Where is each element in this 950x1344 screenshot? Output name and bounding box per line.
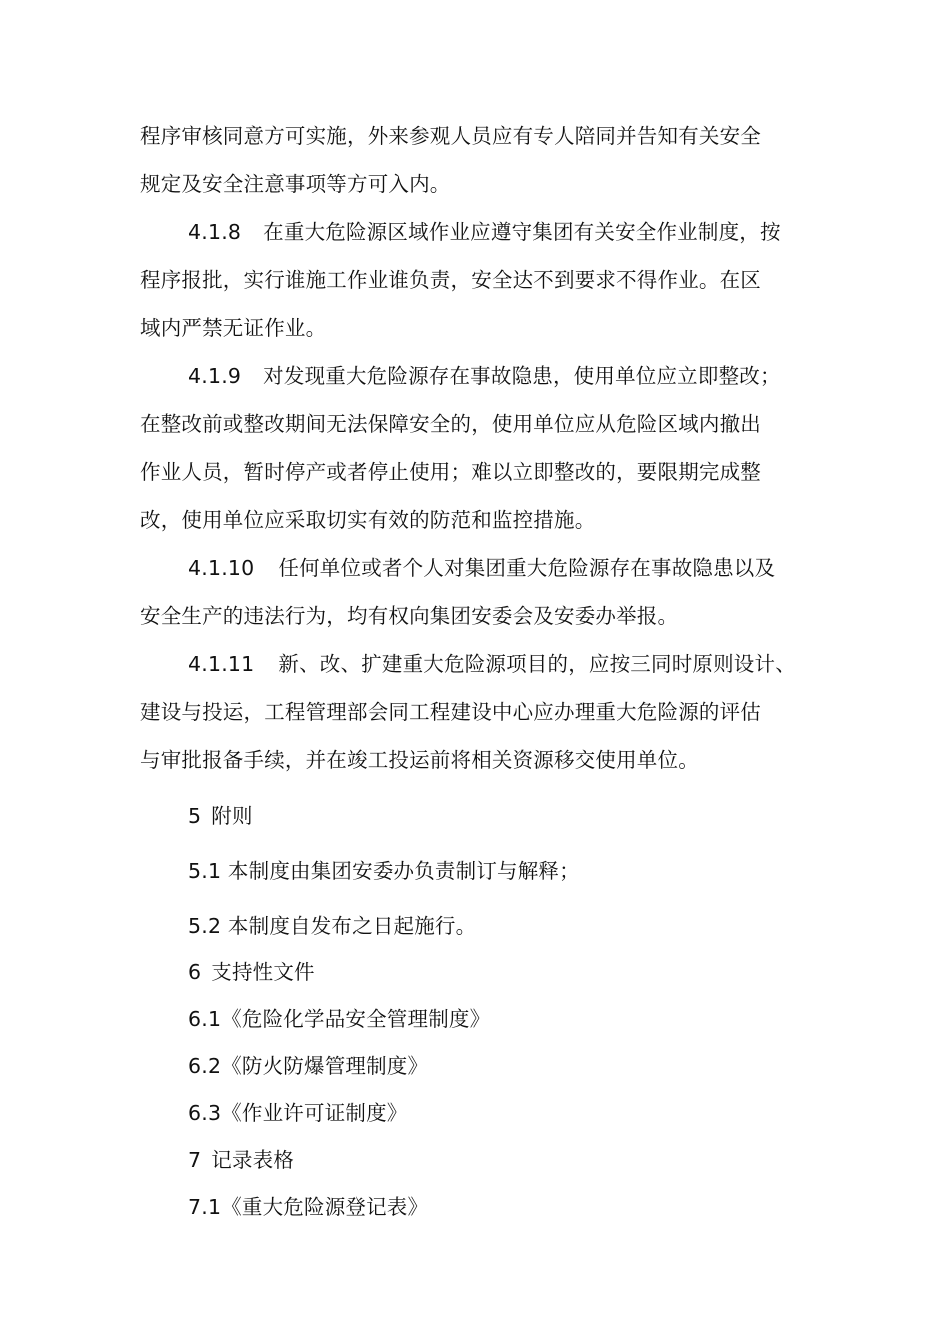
- section-number: 5: [188, 804, 202, 828]
- clause-4-1-10: 4.1.10 任何单位或者个人对集团重大危险源存在事故隐患以及: [188, 556, 776, 580]
- body-line: 程序报批，实行谁施工作业谁负责，安全达不到要求不得作业。在区: [140, 268, 761, 292]
- list-item: 6.1《危险化学品安全管理制度》: [188, 1007, 491, 1031]
- clause-number: 4.1.11: [188, 652, 255, 676]
- list-item: 6.3《作业许可证制度》: [188, 1101, 408, 1125]
- clause-4-1-9: 4.1.9 对发现重大危险源存在事故隐患，使用单位应立即整改；: [188, 364, 781, 388]
- list-item: 7.1《重大危险源登记表》: [188, 1195, 429, 1219]
- clause-4-1-8: 4.1.8 在重大危险源区域作业应遵守集团有关安全作业制度，按: [188, 220, 781, 244]
- body-line: 作业人员，暂时停产或者停止使用；难以立即整改的，要限期完成整: [140, 460, 761, 484]
- body-line: 在整改前或整改期间无法保障安全的，使用单位应从危险区域内撤出: [140, 412, 761, 436]
- body-line: 建设与投运，工程管理部会同工程建设中心应办理重大危险源的评估: [140, 700, 761, 724]
- section-number: 7: [188, 1148, 202, 1172]
- clause-number: 4.1.10: [188, 556, 255, 580]
- list-item: 6.2《防火防爆管理制度》: [188, 1054, 429, 1078]
- section-heading-6: 6 支持性文件: [188, 960, 315, 984]
- body-line: 程序审核同意方可实施，外来参观人员应有专人陪同并告知有关安全: [140, 124, 761, 148]
- section-heading-7: 7 记录表格: [188, 1148, 295, 1172]
- body-line: 规定及安全注意事项等方可入内。: [140, 172, 451, 196]
- clause-4-1-11: 4.1.11 新、改、扩建重大危险源项目的，应按三同时原则设计、: [188, 652, 796, 676]
- body-line: 域内严禁无证作业。: [140, 316, 327, 340]
- section-number: 6: [188, 960, 202, 984]
- body-line: 改，使用单位应采取切实有效的防范和监控措施。: [140, 508, 596, 532]
- list-item: 5.1 本制度由集团安委办负责制订与解释；: [188, 859, 580, 883]
- clause-number: 4.1.8: [188, 220, 242, 244]
- list-item: 5.2 本制度自发布之日起施行。: [188, 914, 477, 938]
- section-heading-5: 5 附则: [188, 804, 253, 828]
- clause-number: 4.1.9: [188, 364, 242, 388]
- body-line: 与审批报备手续，并在竣工投运前将相关资源移交使用单位。: [140, 748, 699, 772]
- body-line: 安全生产的违法行为，均有权向集团安委会及安委办举报。: [140, 604, 679, 628]
